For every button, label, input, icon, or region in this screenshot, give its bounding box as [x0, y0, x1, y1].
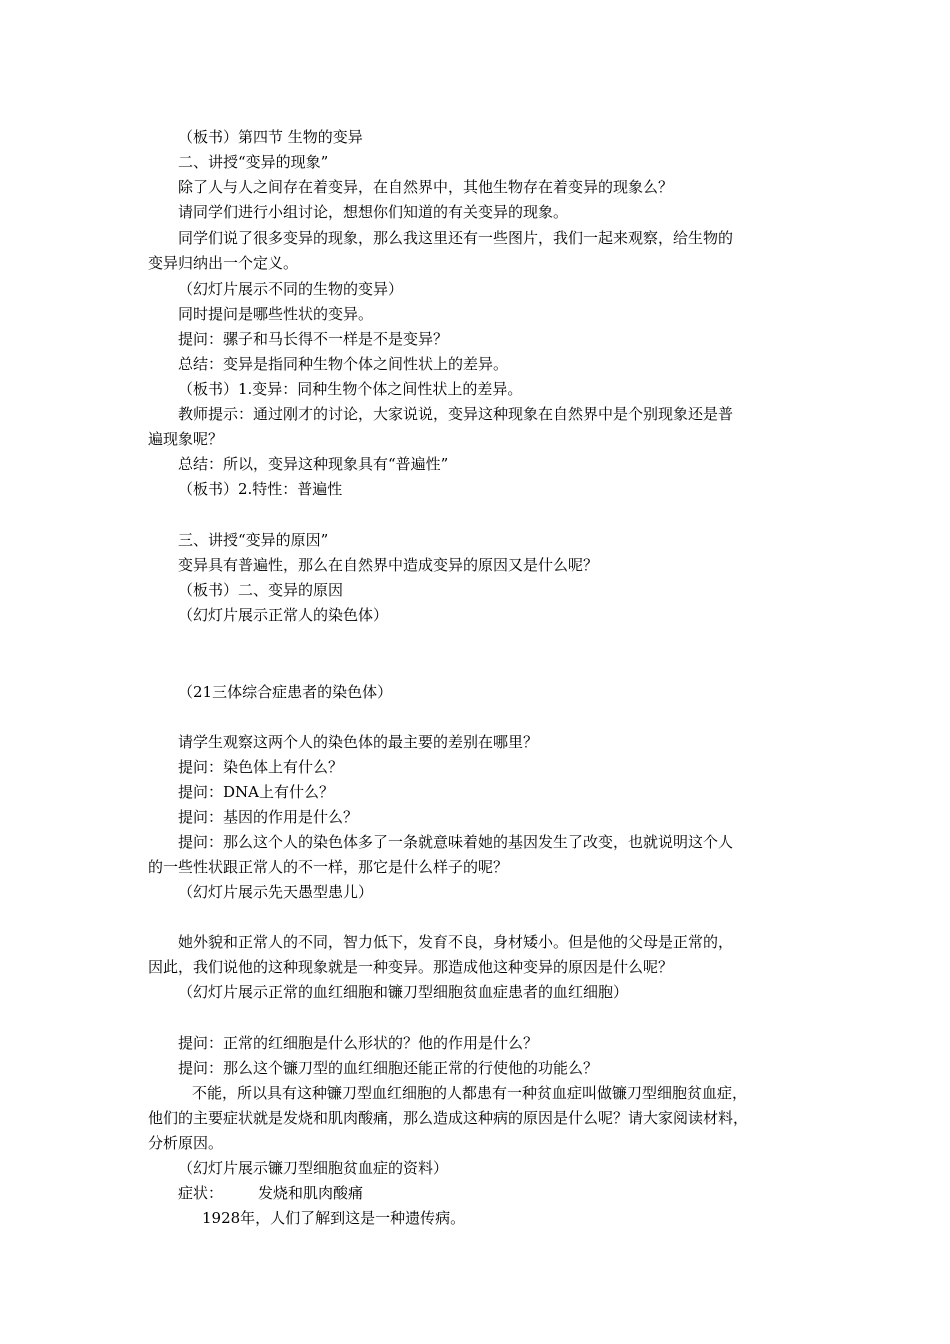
- board-line: （板书）二、变异的原因: [178, 581, 344, 599]
- symptom-label: 症状：: [178, 1184, 224, 1202]
- summary-line: 总结：变异是指同种生物个体之间性状上的差异。: [178, 355, 509, 373]
- paragraph-line: 的一些性状跟正常人的不一样，那它是什么样子的呢？: [148, 858, 509, 876]
- summary-line: 总结：所以，变异这种现象具有“普遍性”: [178, 455, 449, 473]
- paragraph-line: 变异具有普遍性，那么在自然界中造成变异的原因又是什么呢？: [178, 556, 599, 574]
- paragraph-line: 请同学们进行小组讨论，想想你们知道的有关变异的现象。: [178, 203, 569, 221]
- board-title: （板书）第四节 生物的变异: [178, 128, 363, 146]
- slide-note: （幻灯片展示正常人的染色体）: [178, 606, 389, 624]
- paragraph-line: 遍现象呢？: [148, 430, 224, 448]
- slide-note: （21三体综合症患者的染色体）: [178, 683, 393, 701]
- paragraph-line: 同时提问是哪些性状的变异。: [178, 305, 374, 323]
- board-line: （板书）1.变异：同种生物个体之间性状上的差异。: [178, 380, 523, 398]
- symptom-line: [178, 1183, 363, 1203]
- slide-note: （幻灯片展示镰刀型细胞贫血症的资料）: [178, 1159, 449, 1177]
- slide-note: （幻灯片展示先天愚型患儿）: [178, 883, 374, 901]
- question-line: 提问：DNA上有什么？: [178, 783, 334, 801]
- section-heading: 三、讲授“变异的原因”: [178, 531, 329, 549]
- paragraph-line: 她外貌和正常人的不同，智力低下，发育不良，身材矮小。但是他的父母是正常的，: [178, 933, 734, 951]
- board-line: （板书）2.特性：普遍性: [178, 480, 343, 498]
- slide-note: （幻灯片展示正常的血红细胞和镰刀型细胞贫血症患者的血红细胞）: [178, 983, 629, 1001]
- paragraph-line: 他们的主要症状就是发烧和肌肉酸痛，那么造成这种病的原因是什么呢？请大家阅读材料，: [148, 1109, 749, 1127]
- paragraph-line: 同学们说了很多变异的现象，那么我这里还有一些图片，我们一起来观察，给生物的: [178, 229, 734, 247]
- paragraph-line: 分析原因。: [148, 1134, 224, 1152]
- question-line: 提问：正常的红细胞是什么形状的？他的作用是什么？: [178, 1034, 539, 1052]
- paragraph-line: 1928年，人们了解到这是一种遗传病。: [202, 1209, 466, 1227]
- section-heading: 二、讲授“变异的现象”: [178, 153, 329, 171]
- question-line: 提问：基因的作用是什么？: [178, 808, 359, 826]
- paragraph-line: 变异归纳出一个定义。: [148, 254, 299, 272]
- question-line: 提问：那么这个人的染色体多了一条就意味着她的基因发生了改变，也就说明这个人: [178, 833, 734, 851]
- symptom-value: 发烧和肌肉酸痛: [258, 1184, 364, 1202]
- question-line: 提问：染色体上有什么？: [178, 758, 344, 776]
- paragraph-line: 教师提示：通过刚才的讨论，大家说说，变异这种现象在自然界中是个别现象还是普: [178, 405, 734, 423]
- paragraph-line: 除了人与人之间存在着变异，在自然界中，其他生物存在着变异的现象么？: [178, 178, 674, 196]
- slide-note: （幻灯片展示不同的生物的变异）: [178, 280, 404, 298]
- paragraph-line: 因此，我们说他的这种现象就是一种变异。那造成他这种变异的原因是什么呢？: [148, 958, 674, 976]
- paragraph-line: 不能，所以具有这种镰刀型血红细胞的人都患有一种贫血症叫做镰刀型细胞贫血症，: [192, 1084, 748, 1102]
- paragraph-line: 请学生观察这两个人的染色体的最主要的差别在哪里？: [178, 733, 539, 751]
- question-line: 提问：骡子和马长得不一样是不是变异？: [178, 330, 449, 348]
- question-line: 提问：那么这个镰刀型的血红细胞还能正常的行使他的功能么？: [178, 1059, 599, 1077]
